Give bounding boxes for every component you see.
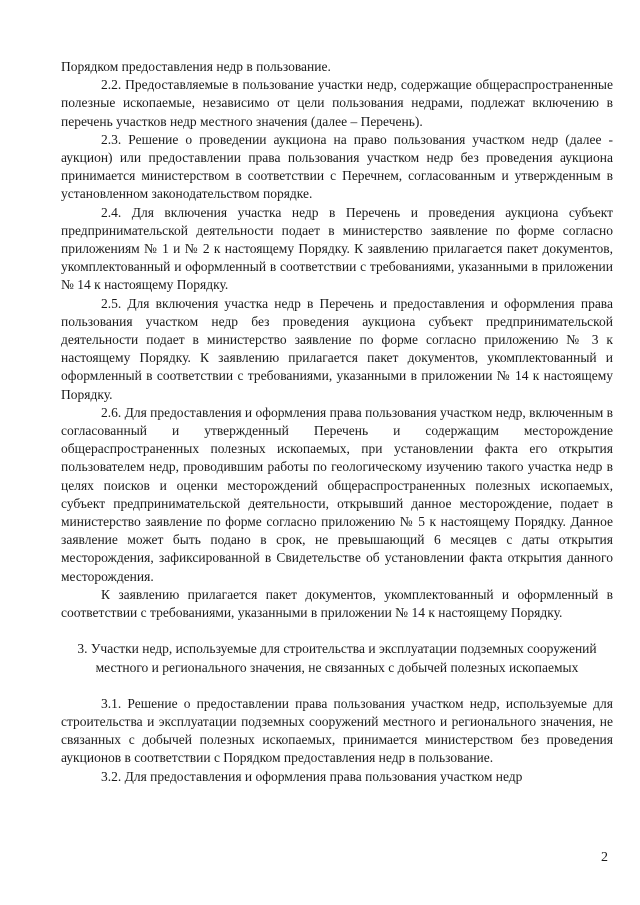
paragraph-continuation: Порядком предоставления недр в пользование. (61, 59, 331, 74)
paragraph-2-3: 2.3. Решение о проведении аукциона на право пользования участком недр (далее - аукцион) или предоставлении права пользования участком недр без проведения аукциона принимается министерством в соответствии с Перечнем, согласованным и утвержденным в установленном законодательством порядке. (61, 131, 613, 202)
paragraph-2-6-attachment: К заявлению прилагается пакет документов, укомплектованный и оформленный в соответствии с требованиями, указанными в приложении № 14 к настоящему Порядку. (61, 586, 613, 621)
paragraph-2-6: 2.6. Для предоставления и оформления права пользования участком недр, включенным в согласованный и утвержденный Перечень и содержащим месторождение общераспространенных полезных ископаемых, при установлении факта его открытия пользователем недр, проводившим работы по геологическому изучению такого участка недр в целях поисков и оценки месторождений общераспространенных полезных ископаемых, субъект предпринимательской деятельности, открывший данное месторождение, подает в министерство заявление по форме согласно приложению № 5 к настоящему Порядку. Данное заявление может быть подано в срок, не превышающий 6 месяцев с даты открытия месторождения, зафиксированной в Свидетельстве об установлении факта открытия данного месторождения. (61, 404, 613, 584)
paragraph-2-4: 2.4. Для включения участка недр в Перечень и проведения аукциона субъект предпринимательской деятельности подает в министерство заявление по форме согласно приложениям № 1 и № 2 к настоящему Порядку. К заявлению прилагается пакет документов, укомплектованный и оформленный в соответствии с требованиями, указанными в приложении № 14 к настоящему Порядку. (61, 204, 613, 293)
paragraph-2-5: 2.5. Для включения участка недр в Перечень и предоставления и оформления права пользования участком недр без проведения аукциона субъект предпринимательской деятельности подает в министерство заявление по форме согласно приложению № 3 к настоящему Порядку. К заявлению прилагается пакет документов, укомплектованный и оформленный в соответствии с требованиями, указанными в приложении № 14 к настоящему Порядку. (61, 295, 613, 402)
section-3-heading: 3. Участки недр, используемые для строительства и эксплуатации подземных сооружений местного и регионального значения, не связанных с добычей полезных ископаемых (77, 641, 597, 675)
paragraph-2-2: 2.2. Предоставляемые в пользование участки недр, содержащие общераспространенные полезные ископаемые, независимо от цели пользования недрами, подлежат включению в перечень участков недр местного значения (далее – Перечень). (61, 77, 613, 129)
page-number: 2 (601, 850, 608, 865)
document-body (61, 58, 613, 786)
paragraph-3-2: 3.2. Для предоставления и оформления права пользования участком недр (101, 768, 523, 784)
paragraph-3-1: 3.1. Решение о предоставлении права пользования участком недр, используемые для строительства и эксплуатации подземных сооружений местного и регионального значения, не связанных с добычей полезных ископаемых, принимается министерством без проведения аукционов в соответствии с Порядком предоставления недр в пользование. (61, 695, 613, 766)
